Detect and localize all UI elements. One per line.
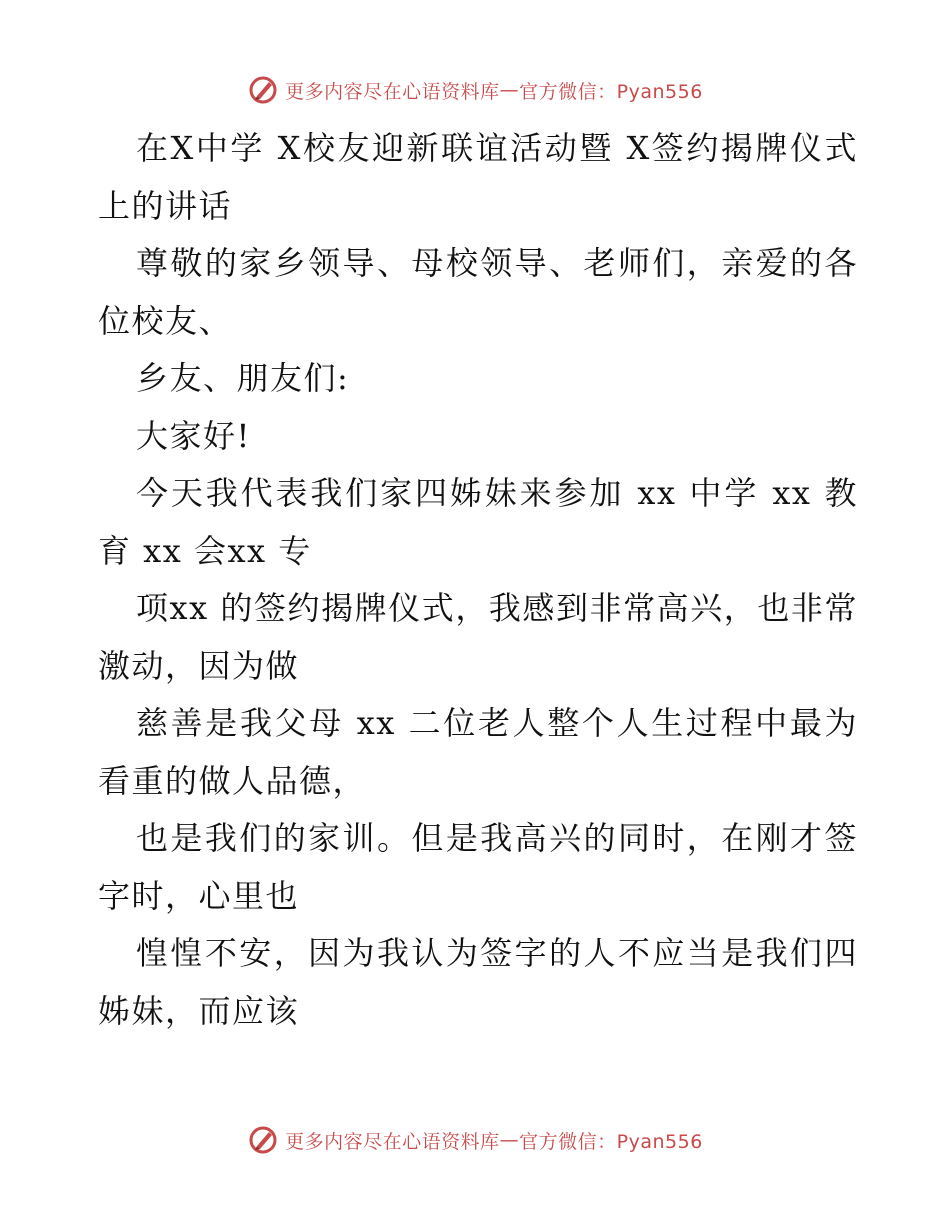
paragraph-body-2: 项xx 的签约揭牌仪式，我感到非常高兴，也非常激动，因为做 [98,589,858,685]
paragraph-greeting: 大家好! [136,416,251,455]
paragraph-body-5: 惶惶不安，因为我认为签字的人不应当是我们四姊妹，而应该 [98,934,858,1030]
header-watermark [0,70,950,110]
watermark-main-text: 更多内容尽在心语资料库 [285,80,500,103]
document-body [98,120,858,1040]
paragraph-body-1: 今天我代表我们家四姊妹来参加 xx 中学 xx 教育 xx 会xx 专 [98,474,858,570]
footer-watermark [0,1120,950,1160]
pen-circle-logo-icon [247,74,279,106]
watermark-separator: — [499,1129,520,1151]
paragraph-salutation: 尊敬的家乡领导、母校领导、老师们，亲爱的各位校友、 [98,244,858,340]
paragraph-title: 在X中学 X校友迎新联谊活动暨 X签约揭牌仪式上的讲话 [98,129,858,225]
paragraph-body-3: 慈善是我父母 xx 二位老人整个人生过程中最为看重的做人品德， [98,704,858,800]
watermark-separator: — [499,79,520,101]
watermark-wechat-text: 官方微信：Pyan556 [519,80,703,103]
paragraph-salutation-cont: 乡友、朋友们: [136,359,350,397]
paragraph-body-4: 也是我们的家训。但是我高兴的同时，在刚才签字时，心里也 [98,819,858,915]
watermark-wechat-text: 官方微信：Pyan556 [519,1130,703,1153]
watermark-main-text: 更多内容尽在心语资料库 [285,1130,500,1153]
pen-circle-logo-icon [247,1124,279,1156]
